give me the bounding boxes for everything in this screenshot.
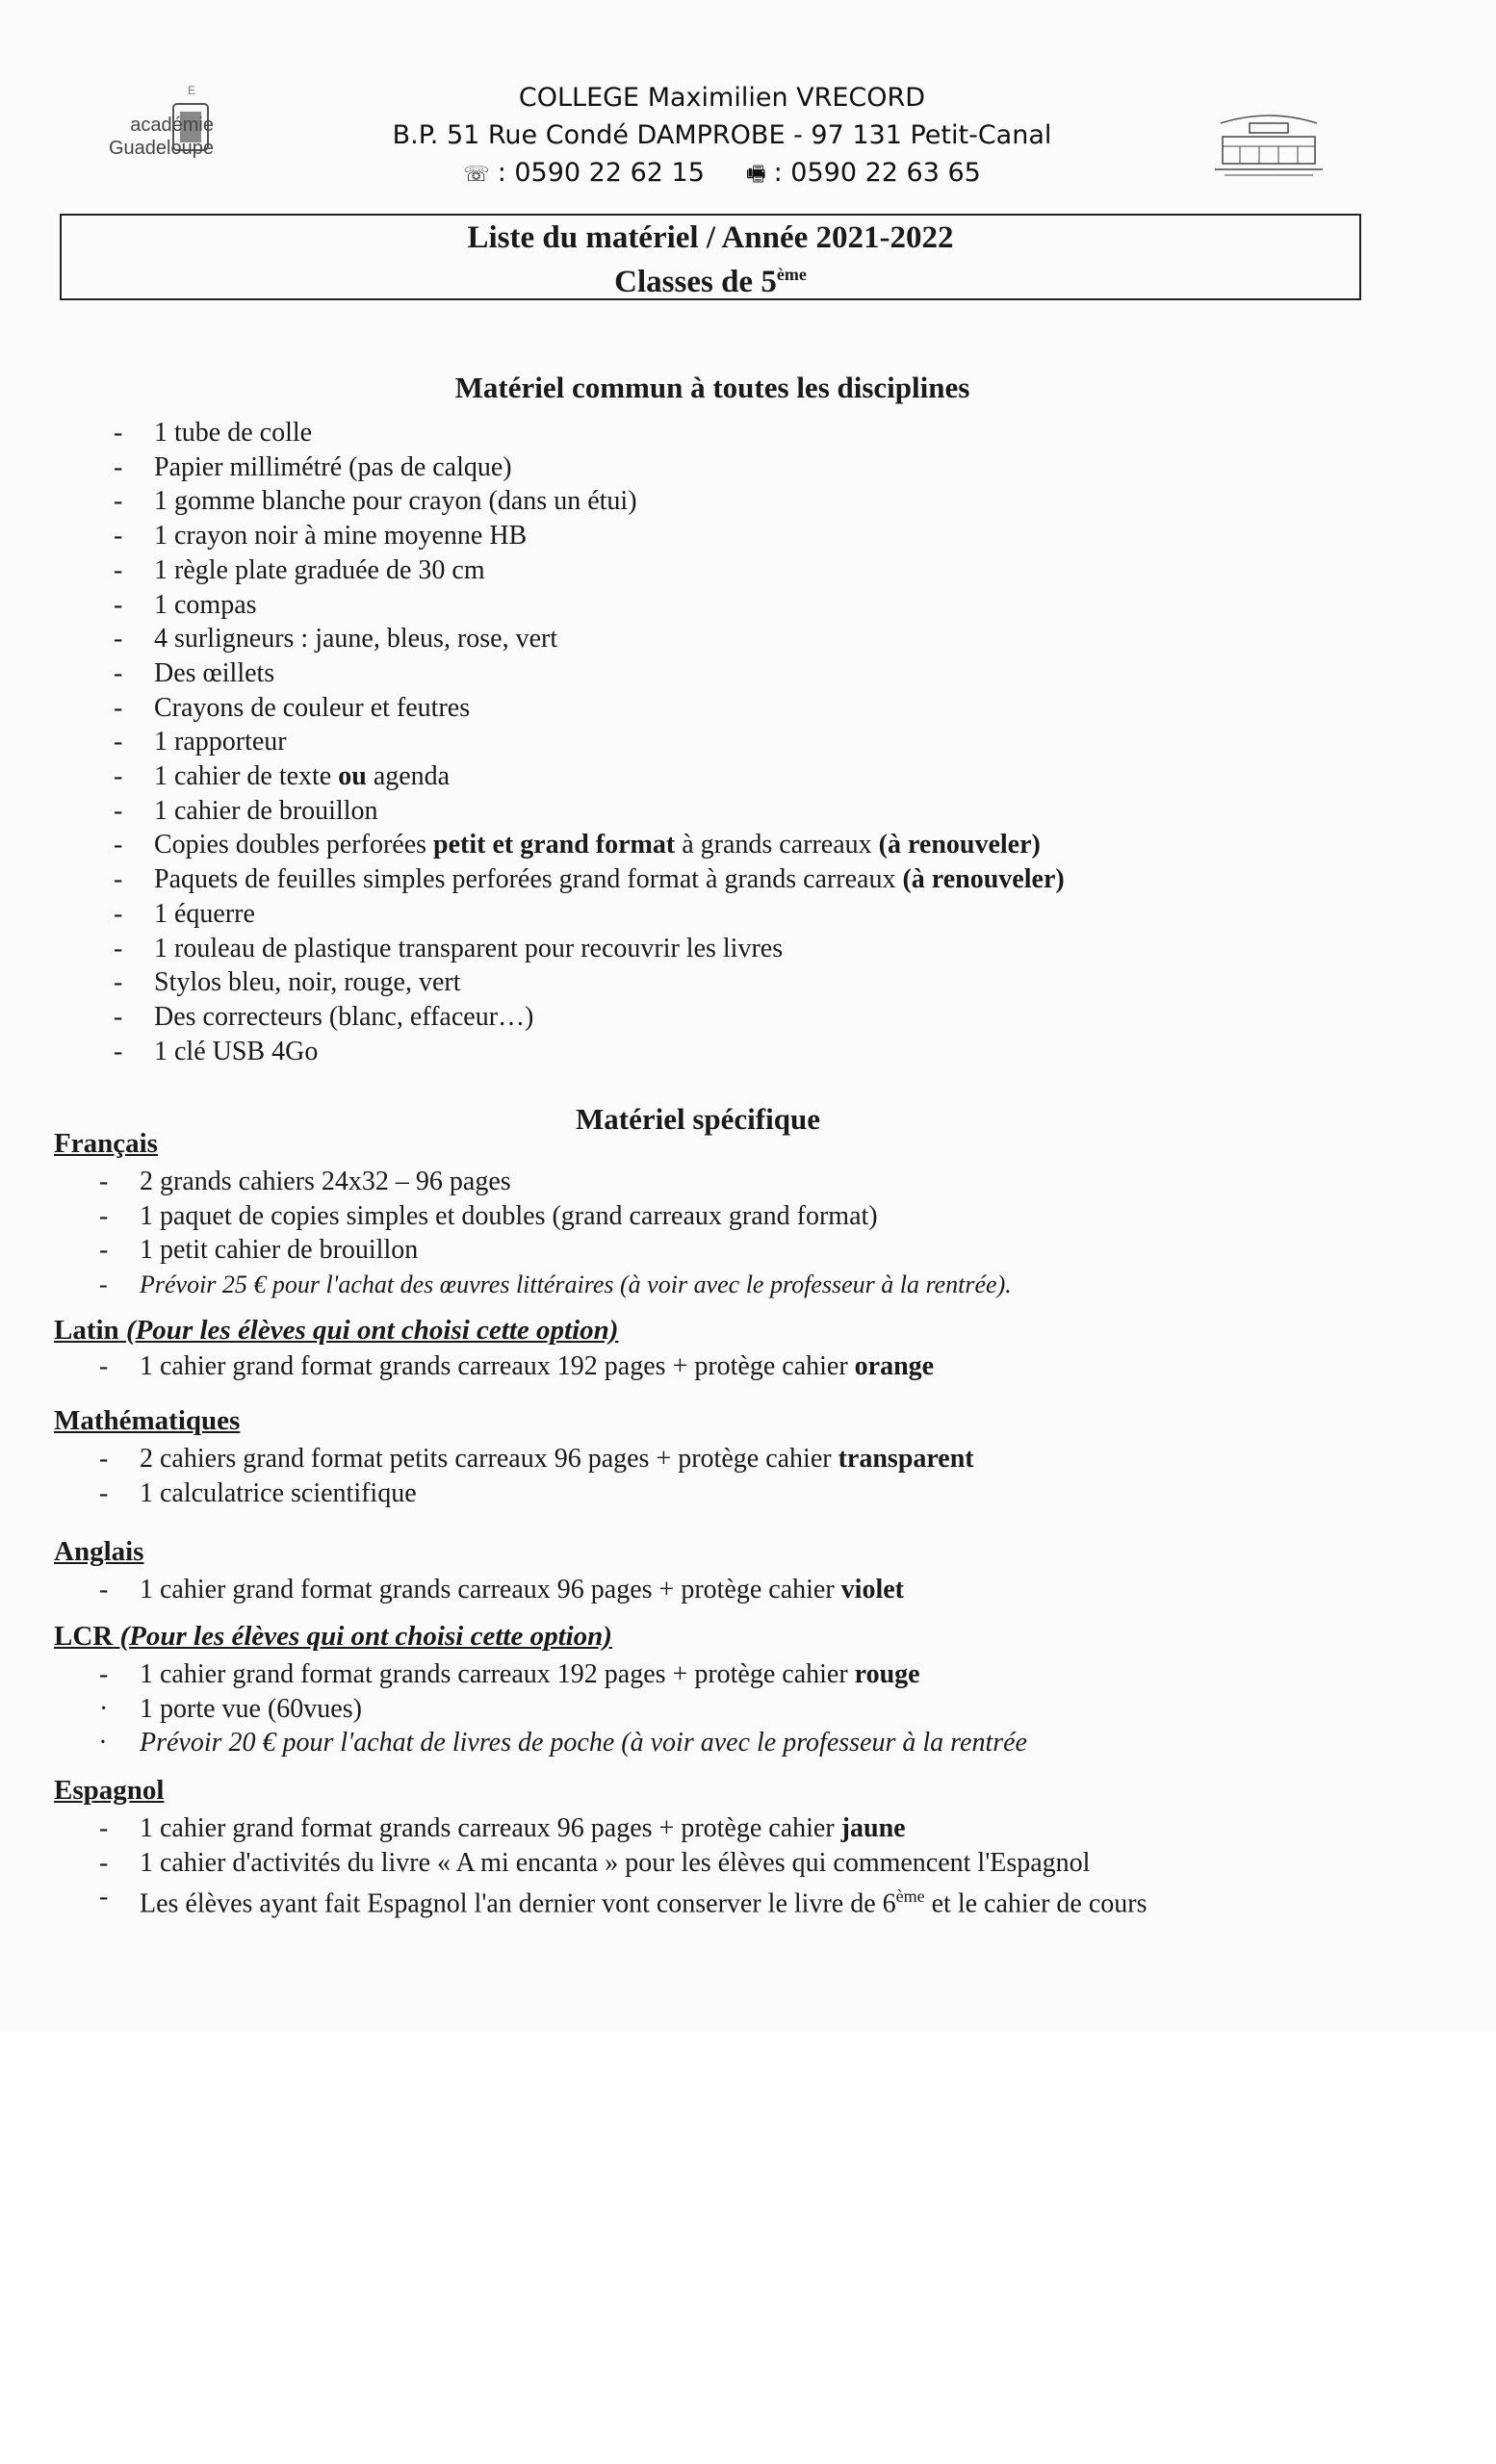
espagnol-list: [99, 1811, 1148, 1921]
list-item: - 2 cahiers grand format petits carreaux 96 pages + protège cahier transparent: [99, 1444, 974, 1474]
maths-list: [99, 1442, 974, 1510]
list-item: - Stylos bleu, noir, rouge, vert: [114, 967, 461, 998]
subject-maths: Mathématiques: [54, 1405, 241, 1436]
list-item: - 1 cahier grand format grands carreaux 192 pages + protège cahier orange: [99, 1351, 935, 1381]
list-item: - 1 calculatrice scientifique: [99, 1477, 417, 1508]
list-item: - Des œillets: [114, 657, 275, 688]
college-logo: [1211, 106, 1327, 183]
list-item: - 1 cahier grand format grands carreaux 96 pages + protège cahier violet: [99, 1575, 904, 1604]
list-title: Liste du matériel / Année 2021-2022: [467, 220, 954, 255]
list-item: - 1 cahier d'activités du livre « A mi encanta » pour les élèves qui commencent l'Espagnol: [99, 1847, 1091, 1878]
subject-lcr: LCR (Pour les élèves qui ont choisi cette option): [54, 1621, 612, 1652]
list-item: - 1 règle plate graduée de 30 cm: [114, 554, 485, 585]
list-item: - 1 crayon noir à mine moyenne HB: [114, 521, 528, 552]
subject-francais: Français: [54, 1128, 158, 1159]
specific-section-title: Matériel spécifique: [576, 1102, 820, 1136]
school-address: B.P. 51 Rue Condé DAMPROBE - 97 131 Petit-Canal: [392, 120, 1052, 150]
svg-text:E: E: [188, 84, 196, 97]
subject-latin: Latin (Pour les élèves qui ont choisi cette option): [54, 1315, 619, 1346]
list-item: - 1 clé USB 4Go: [114, 1036, 319, 1066]
subject-espagnol: Espagnol: [54, 1775, 165, 1806]
list-item: - 2 grands cahiers 24x32 – 96 pages: [99, 1167, 511, 1196]
common-list: [114, 416, 1065, 1068]
phone-number: : 0590 22 62 15: [497, 158, 705, 188]
list-item: - 1 compas: [114, 589, 257, 620]
list-item: - 1 tube de colle: [114, 418, 313, 448]
list-item: - Crayons de couleur et feutres: [114, 692, 471, 723]
francais-list: [99, 1165, 1012, 1302]
academie-logo: [91, 75, 236, 181]
logo-line-1: académie: [130, 115, 214, 136]
contact-line: [289, 154, 1155, 193]
school-name: COLLEGE Maximilien VRECORD: [518, 83, 926, 113]
latin-list: [99, 1349, 935, 1384]
anglais-list: [99, 1573, 904, 1607]
list-item: · 1 porte vue (60vues): [99, 1693, 362, 1724]
fax-number: : 0590 22 63 65: [773, 158, 981, 188]
fax-icon: 🖷: [745, 163, 766, 187]
list-item: - 4 surligneurs : jaune, bleus, rose, vert: [114, 624, 558, 654]
list-item: - 1 équerre: [114, 898, 255, 929]
list-item: - 1 cahier grand format grands carreaux 96 pages + protège cahier jaune: [99, 1813, 906, 1843]
logo-line-2: Guadeloupe: [109, 138, 214, 159]
list-item: - 1 petit cahier de brouillon: [99, 1235, 419, 1266]
list-item: - 1 rapporteur: [114, 727, 287, 757]
list-item: - Paquets de feuilles simples perforées grand format à grands carreaux (à renouveler): [114, 864, 1065, 895]
list-item: - 1 cahier de brouillon: [114, 795, 378, 826]
phone-icon: ☏: [463, 163, 490, 187]
lcr-note: · Prévoir 20 € pour l'achat de livres de poche (à voir avec le professeur à la rentrée: [99, 1728, 1027, 1758]
list-item: - Des correcteurs (blanc, effaceur…): [114, 1001, 534, 1032]
list-item: - 1 paquet de copies simples et doubles (grand carreaux grand format): [99, 1200, 878, 1231]
list-item: - 1 rouleau de plastique transparent pour recouvrir les livres: [114, 933, 784, 963]
common-section-title: Matériel commun à toutes les disciplines: [454, 371, 970, 404]
list-item: - Papier millimétré (pas de calque): [114, 451, 512, 482]
list-item: - 1 cahier grand format grands carreaux 192 pages + protège cahier rouge: [99, 1659, 920, 1689]
francais-note: - Prévoir 25 € pour l'achat des œuvres littéraires (à voir avec le professeur à la rentrée).: [99, 1270, 1012, 1299]
title-box: [60, 214, 1361, 300]
subject-anglais: Anglais: [54, 1536, 144, 1567]
lcr-list: [99, 1657, 1027, 1760]
list-item: - 1 gomme blanche pour crayon (dans un étui): [114, 486, 637, 517]
list-item: - Les élèves ayant fait Espagnol l'an dernier vont conserver le livre de 6ème et le cahier de cours: [99, 1882, 1148, 1919]
list-item: - Copies doubles perforées petit et grand format à grands carreaux (à renouveler): [114, 830, 1041, 860]
list-item: - 1 cahier de texte ou agenda: [114, 761, 451, 792]
school-header: [289, 79, 1155, 193]
class-level: Classes de 5ème: [614, 265, 807, 299]
